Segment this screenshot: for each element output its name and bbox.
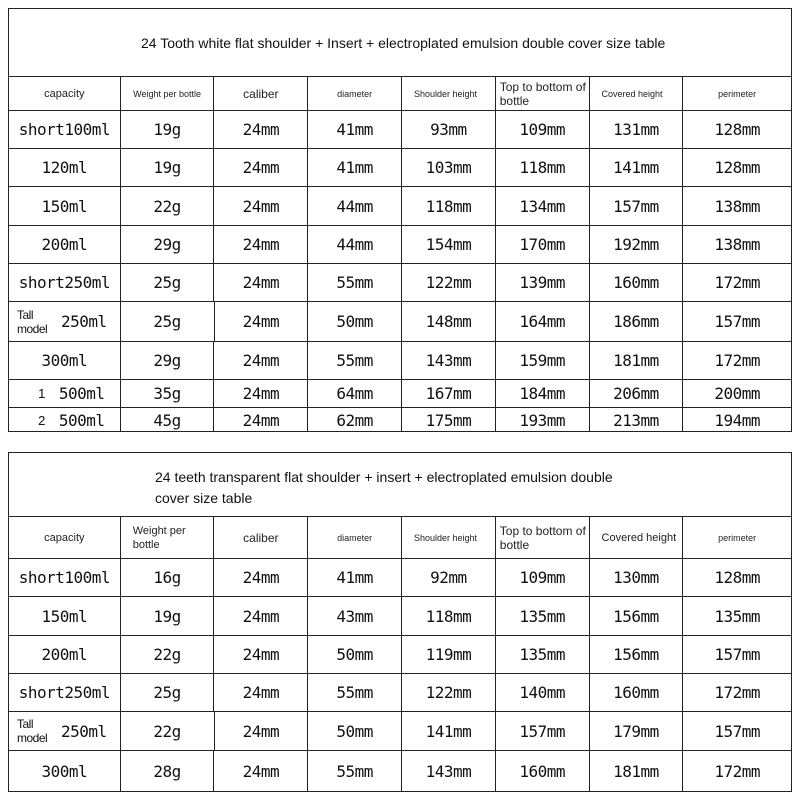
row-prefix-label: Tall model xyxy=(17,717,48,745)
cell-top-to-bottom: 184mm xyxy=(496,380,590,407)
cell-caliber: 24mm xyxy=(214,149,308,186)
cell-perimeter: 200mm xyxy=(714,384,760,403)
header-capacity: capacity xyxy=(9,77,121,110)
cell-top-to-bottom: 164mm xyxy=(496,302,590,341)
cell-perimeter: 128mm xyxy=(714,568,760,587)
cell-caliber: 24mm xyxy=(215,302,309,341)
cell-top-to-bottom: 109mm xyxy=(496,111,590,148)
cell-weight: 22g xyxy=(121,712,215,750)
header-weight: Weight per bottle xyxy=(121,517,215,558)
cell-top-to-bottom: 157mm xyxy=(496,712,590,750)
cell-top-to-bottom: 134mm xyxy=(496,187,590,225)
cell-weight: 19g xyxy=(121,597,215,635)
table-row xyxy=(9,380,791,408)
cell-caliber: 24mm xyxy=(214,408,308,432)
row-prefix-label: Tall model xyxy=(17,307,48,336)
cell-diameter: 41mm xyxy=(308,149,402,186)
table-title-line2: cover size table xyxy=(155,490,253,506)
cell-weight: 29g xyxy=(121,226,215,263)
cell-top-to-bottom: 140mm xyxy=(496,674,590,711)
cell-covered-height: 179mm xyxy=(590,712,684,750)
cell-shoulder-height: 103mm xyxy=(402,149,496,186)
size-table-transparent xyxy=(8,452,792,792)
cell-capacity xyxy=(9,380,121,407)
cell-capacity: 200ml xyxy=(9,226,121,263)
cell-diameter: 44mm xyxy=(308,187,402,225)
cell-capacity: 150ml xyxy=(9,597,121,635)
header-row xyxy=(9,517,791,559)
cell-covered-height: 130mm xyxy=(590,559,684,596)
cell-shoulder-height: 141mm xyxy=(402,712,496,750)
cell-shoulder-height: 143mm xyxy=(402,751,496,791)
cell-covered-height: 141mm xyxy=(590,149,684,186)
cell-weight: 28g xyxy=(121,751,215,791)
cell-caliber: 24mm xyxy=(215,712,309,750)
cell-perimeter: 138mm xyxy=(714,235,760,254)
capacity-value: 250ml xyxy=(61,312,107,331)
capacity-value: 250ml xyxy=(61,721,107,741)
cell-top-to-bottom: 135mm xyxy=(496,636,590,673)
header-diameter: diameter xyxy=(308,517,402,558)
header-caliber: caliber xyxy=(214,77,308,110)
cell-shoulder-height: 154mm xyxy=(402,226,496,263)
header-weight: Weight per bottle xyxy=(121,77,215,110)
cell-top-to-bottom: 109mm xyxy=(496,559,590,596)
cell-covered-height: 156mm xyxy=(590,636,684,673)
cell-covered-height: 160mm xyxy=(590,264,684,301)
cell-perimeter: 135mm xyxy=(714,606,760,626)
header-perimeter: perimeter xyxy=(718,532,757,543)
cell-weight: 25g xyxy=(121,264,215,301)
cell-capacity: short250ml xyxy=(9,264,121,301)
table-row xyxy=(9,226,791,264)
table-row xyxy=(9,674,791,712)
cell-capacity: 150ml xyxy=(9,187,121,225)
cell-caliber: 24mm xyxy=(214,111,308,148)
table-title xyxy=(9,453,791,517)
cell-diameter: 55mm xyxy=(308,342,402,379)
cell-top-to-bottom: 135mm xyxy=(496,597,590,635)
cell-perimeter: 172mm xyxy=(714,761,760,781)
cell-caliber: 24mm xyxy=(214,264,308,301)
cell-perimeter: 172mm xyxy=(714,351,760,370)
cell-capacity xyxy=(9,408,121,432)
cell-weight: 16g xyxy=(121,559,215,596)
cell-weight: 45g xyxy=(121,408,215,432)
cell-covered-height: 213mm xyxy=(590,408,684,432)
header-capacity: capacity xyxy=(9,517,121,558)
table-row xyxy=(9,342,791,380)
table-row xyxy=(9,408,791,432)
table-row xyxy=(9,302,791,342)
header-top-to-bottom: Top to bottom of bottle xyxy=(496,517,590,558)
header-diameter: diameter xyxy=(308,77,402,110)
cell-caliber: 24mm xyxy=(214,187,308,225)
cell-diameter: 43mm xyxy=(308,597,402,635)
cell-shoulder-height: 122mm xyxy=(402,674,496,711)
cell-shoulder-height: 148mm xyxy=(402,302,496,341)
header-top-to-bottom: Top to bottom of bottle xyxy=(496,77,590,110)
cell-top-to-bottom: 193mm xyxy=(496,408,590,432)
cell-covered-height: 206mm xyxy=(590,380,684,407)
cell-covered-height: 160mm xyxy=(590,674,684,711)
cell-top-to-bottom: 139mm xyxy=(496,264,590,301)
cell-weight: 22g xyxy=(121,187,215,225)
cell-diameter: 55mm xyxy=(308,674,402,711)
table-row xyxy=(9,597,791,636)
cell-capacity: 200ml xyxy=(9,636,121,673)
cell-covered-height: 192mm xyxy=(590,226,684,263)
table-row xyxy=(9,712,791,751)
header-covered-height: Covered height xyxy=(590,517,684,558)
cell-capacity: 300ml xyxy=(9,342,121,379)
header-row xyxy=(9,77,791,111)
cell-perimeter: 157mm xyxy=(714,721,761,741)
cell-top-to-bottom: 118mm xyxy=(496,149,590,186)
cell-capacity: short100ml xyxy=(9,111,121,148)
cell-top-to-bottom: 159mm xyxy=(496,342,590,379)
cell-shoulder-height: 93mm xyxy=(402,111,496,148)
cell-capacity xyxy=(9,302,121,341)
cell-perimeter: 157mm xyxy=(714,312,761,331)
table-title xyxy=(9,9,791,77)
table-row xyxy=(9,264,791,302)
header-shoulder-height: Shoulder height xyxy=(402,517,496,558)
cell-top-to-bottom: 170mm xyxy=(496,226,590,263)
table-row xyxy=(9,559,791,597)
table-row xyxy=(9,187,791,226)
table-title-text: 24 Tooth white flat shoulder + Insert + electroplated emulsion double cover size table xyxy=(141,35,666,51)
table-row xyxy=(9,111,791,149)
cell-covered-height: 157mm xyxy=(590,187,684,225)
capacity-value: 500ml xyxy=(58,410,105,430)
cell-diameter: 41mm xyxy=(308,111,402,148)
header-perimeter: perimeter xyxy=(718,88,757,99)
cell-shoulder-height: 175mm xyxy=(402,408,496,432)
cell-shoulder-height: 119mm xyxy=(402,636,496,673)
cell-covered-height: 186mm xyxy=(590,302,684,341)
cell-shoulder-height: 92mm xyxy=(402,559,496,596)
cell-top-to-bottom: 160mm xyxy=(496,751,590,791)
cell-perimeter: 194mm xyxy=(714,410,760,430)
cell-perimeter: 172mm xyxy=(714,273,760,292)
cell-weight: 19g xyxy=(121,111,215,148)
cell-diameter: 50mm xyxy=(308,302,402,341)
cell-diameter: 41mm xyxy=(308,559,402,596)
cell-caliber: 24mm xyxy=(214,342,308,379)
row-number-label: 2 xyxy=(38,412,45,428)
cell-diameter: 50mm xyxy=(308,712,402,750)
cell-perimeter: 157mm xyxy=(714,645,760,664)
cell-caliber: 24mm xyxy=(214,597,308,635)
table-row xyxy=(9,751,791,791)
cell-diameter: 62mm xyxy=(308,408,402,432)
cell-diameter: 50mm xyxy=(308,636,402,673)
row-number-label: 1 xyxy=(38,386,45,401)
cell-weight: 25g xyxy=(121,674,215,711)
cell-capacity: short100ml xyxy=(9,559,121,596)
cell-covered-height: 131mm xyxy=(590,111,684,148)
table-title-line1: 24 teeth transparent flat shoulder + insert + electroplated emulsion double xyxy=(155,469,613,485)
header-shoulder-height: Shoulder height xyxy=(402,77,496,110)
cell-shoulder-height: 118mm xyxy=(402,187,496,225)
cell-weight: 25g xyxy=(121,302,215,341)
header-covered-height: Covered height xyxy=(590,77,684,110)
cell-caliber: 24mm xyxy=(214,636,308,673)
cell-covered-height: 181mm xyxy=(590,342,684,379)
cell-caliber: 24mm xyxy=(214,226,308,263)
cell-shoulder-height: 122mm xyxy=(402,264,496,301)
cell-shoulder-height: 167mm xyxy=(402,380,496,407)
cell-caliber: 24mm xyxy=(214,674,308,711)
cell-weight: 22g xyxy=(121,636,215,673)
cell-caliber: 24mm xyxy=(214,380,308,407)
cell-diameter: 55mm xyxy=(308,264,402,301)
cell-caliber: 24mm xyxy=(214,751,308,791)
cell-shoulder-height: 118mm xyxy=(402,597,496,635)
cell-capacity: short250ml xyxy=(9,674,121,711)
cell-caliber: 24mm xyxy=(214,559,308,596)
cell-weight: 35g xyxy=(121,380,215,407)
cell-covered-height: 156mm xyxy=(590,597,684,635)
cell-capacity: 120ml xyxy=(9,149,121,186)
cell-diameter: 44mm xyxy=(308,226,402,263)
header-caliber: caliber xyxy=(214,517,308,558)
cell-shoulder-height: 143mm xyxy=(402,342,496,379)
cell-perimeter: 138mm xyxy=(714,196,760,216)
size-table-white xyxy=(8,8,792,432)
cell-weight: 19g xyxy=(121,149,215,186)
cell-perimeter: 128mm xyxy=(714,158,760,177)
cell-covered-height: 181mm xyxy=(590,751,684,791)
table-row xyxy=(9,636,791,674)
capacity-value: 500ml xyxy=(58,384,105,403)
cell-perimeter: 172mm xyxy=(714,683,760,702)
cell-weight: 29g xyxy=(121,342,215,379)
cell-diameter: 64mm xyxy=(308,380,402,407)
cell-diameter: 55mm xyxy=(308,751,402,791)
cell-capacity: 300ml xyxy=(9,751,121,791)
cell-capacity xyxy=(9,712,121,750)
cell-perimeter: 128mm xyxy=(714,120,760,139)
table-row xyxy=(9,149,791,187)
